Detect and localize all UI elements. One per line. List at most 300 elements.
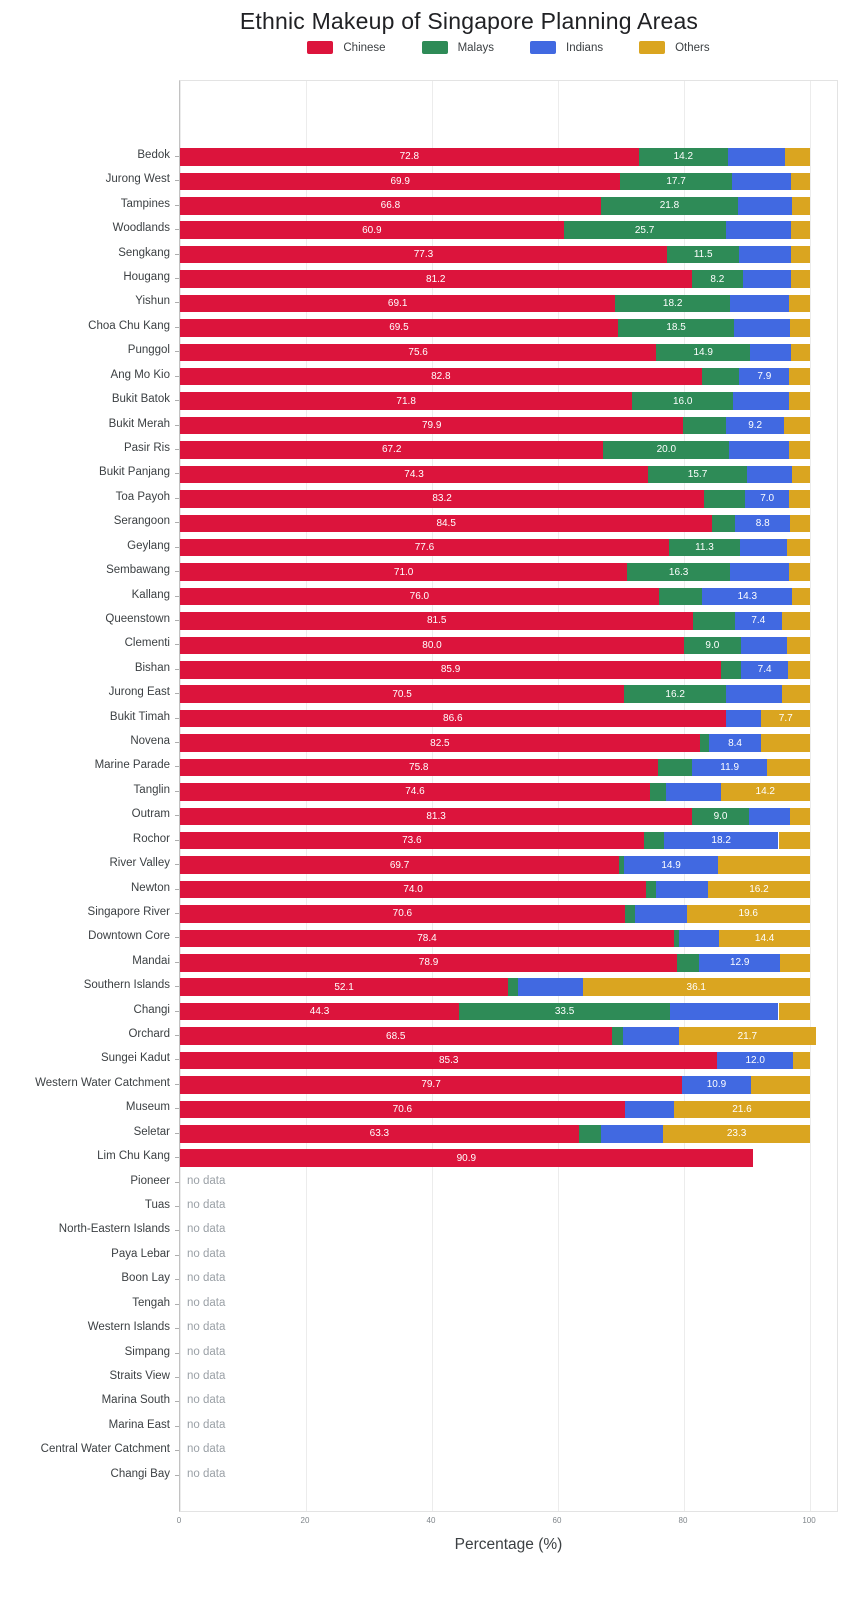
value-label: 8.2 xyxy=(710,273,725,285)
value-label: 76.0 xyxy=(409,591,430,602)
legend xyxy=(179,41,838,54)
bar-segment-others xyxy=(791,221,810,239)
value-label: 9.2 xyxy=(748,420,763,432)
y-tick-mark xyxy=(175,913,179,914)
bar-segment-others xyxy=(761,710,810,728)
bar-segment-indians xyxy=(726,417,784,435)
value-label: 66.8 xyxy=(380,200,401,212)
value-label: 73.6 xyxy=(402,835,422,847)
malays-swatch-icon xyxy=(422,41,448,54)
bar-segment-indians xyxy=(743,270,791,288)
y-tick-mark xyxy=(175,766,179,767)
y-tick-mark xyxy=(175,693,179,694)
y-axis-label: Bukit Timah xyxy=(109,710,170,723)
value-label: 69.9 xyxy=(390,175,410,187)
y-tick-mark xyxy=(175,986,179,987)
bar-segment-chinese xyxy=(180,856,619,874)
bar-segment-others xyxy=(779,1003,811,1021)
bar-segment-others xyxy=(789,490,810,508)
value-label: 86.6 xyxy=(443,713,463,725)
y-axis-label: Lim Chu Kang xyxy=(97,1150,170,1163)
value-label: 14.2 xyxy=(673,151,694,163)
y-tick-mark xyxy=(175,1426,179,1427)
bar-segment-chinese xyxy=(180,685,624,703)
bar-segment-chinese xyxy=(180,1101,625,1119)
bar-segment-others xyxy=(792,466,810,484)
y-axis-label: Bishan xyxy=(134,661,170,674)
y-tick-mark xyxy=(175,1475,179,1476)
value-label: 90.9 xyxy=(456,1152,477,1164)
value-label: 74.0 xyxy=(403,884,423,896)
bar-segment-others xyxy=(719,930,810,948)
y-axis-label: Seletar xyxy=(133,1125,170,1138)
value-label: 78.4 xyxy=(417,932,437,944)
y-tick-mark xyxy=(175,278,179,279)
y-tick-mark xyxy=(175,1279,179,1280)
no-data-label: no data xyxy=(187,1272,226,1285)
bar-segment-indians xyxy=(741,637,788,655)
y-tick-mark xyxy=(175,1328,179,1329)
bar-segment-indians xyxy=(726,710,762,728)
value-label: 80.0 xyxy=(422,639,442,651)
bar-segment-others xyxy=(789,295,810,313)
bar-segment-chinese xyxy=(180,759,658,777)
bar-segment-chinese xyxy=(180,319,618,337)
bar-segment-malays xyxy=(618,319,735,337)
value-label: 69.7 xyxy=(389,859,410,871)
y-axis-label: Hougang xyxy=(123,271,170,284)
legend-item-chinese xyxy=(307,41,385,54)
value-label: 71.8 xyxy=(396,395,416,407)
value-label: 60.9 xyxy=(362,224,382,236)
bar-segment-chinese xyxy=(180,905,625,923)
bar-segment-malays xyxy=(650,783,666,801)
bar-segment-malays xyxy=(625,905,635,923)
y-axis-label: Western Islands xyxy=(87,1321,170,1334)
bar-segment-chinese xyxy=(180,612,693,630)
bar-segment-chinese xyxy=(180,637,684,655)
y-tick-mark xyxy=(175,1377,179,1378)
bar-segment-indians xyxy=(738,197,792,215)
no-data-label: no data xyxy=(187,1223,226,1236)
no-data-label: no data xyxy=(187,1369,226,1382)
bar-segment-malays xyxy=(579,1125,601,1143)
bar-segment-malays xyxy=(693,612,735,630)
value-label: 85.9 xyxy=(440,664,461,676)
bar-segment-others xyxy=(790,515,810,533)
bar-segment-others xyxy=(793,1052,810,1070)
bar-segment-others xyxy=(791,246,810,264)
bar-segment-indians xyxy=(741,661,788,679)
bar-segment-others xyxy=(721,783,810,801)
value-label: 83.2 xyxy=(432,493,452,505)
bar-segment-indians xyxy=(717,1052,793,1070)
bar-segment-others xyxy=(679,1027,816,1045)
y-axis-label: Choa Chu Kang xyxy=(88,319,170,332)
legend-item-others xyxy=(639,41,710,54)
y-tick-mark xyxy=(175,1206,179,1207)
y-axis-label: Serangoon xyxy=(113,515,170,528)
legend-label-indians: Indians xyxy=(566,41,604,54)
y-axis-label: Central Water Catchment xyxy=(40,1443,170,1456)
y-axis-label: Toa Payoh xyxy=(115,490,170,503)
value-label: 69.5 xyxy=(389,322,409,334)
bar-segment-chinese xyxy=(180,197,601,215)
value-label: 21.7 xyxy=(737,1030,758,1042)
value-label: 70.6 xyxy=(392,1103,413,1115)
bar-segment-others xyxy=(708,881,810,899)
bar-segment-chinese xyxy=(180,539,669,557)
y-tick-mark xyxy=(175,1401,179,1402)
y-axis-label: Rochor xyxy=(132,832,170,845)
bar-segment-malays xyxy=(677,954,699,972)
y-axis-label: Sungei Kadut xyxy=(100,1052,170,1065)
bar-segment-indians xyxy=(702,588,792,606)
y-axis-label: Bukit Panjang xyxy=(99,466,170,479)
y-tick-mark xyxy=(175,718,179,719)
bar-segment-others xyxy=(791,344,810,362)
bar-segment-malays xyxy=(658,759,693,777)
bar-segment-chinese xyxy=(180,954,677,972)
value-label: 7.9 xyxy=(757,371,772,383)
y-axis-label: Yishun xyxy=(135,295,170,308)
bar-segment-others xyxy=(751,1076,810,1094)
bar-segment-others xyxy=(790,319,810,337)
bar-segment-indians xyxy=(726,685,781,703)
value-label: 20.0 xyxy=(656,444,677,456)
bar-segment-chinese xyxy=(180,246,667,264)
bar-segment-indians xyxy=(656,881,708,899)
value-label: 9.0 xyxy=(713,810,728,822)
bar-segment-chinese xyxy=(180,661,721,679)
bar-segment-indians xyxy=(692,759,767,777)
indians-swatch-icon xyxy=(530,41,556,54)
value-label: 75.8 xyxy=(409,761,429,773)
no-data-label: no data xyxy=(187,1394,226,1407)
y-tick-mark xyxy=(175,840,179,841)
bar-segment-chinese xyxy=(180,710,726,728)
y-tick-mark xyxy=(175,791,179,792)
bar-segment-chinese xyxy=(180,1149,753,1167)
value-label: 7.4 xyxy=(751,615,766,627)
legend-label-chinese: Chinese xyxy=(343,41,386,54)
bar-segment-indians xyxy=(735,515,790,533)
bar-segment-others xyxy=(674,1101,810,1119)
others-swatch-icon xyxy=(639,41,665,54)
y-axis-label: Museum xyxy=(125,1101,170,1114)
value-label: 12.0 xyxy=(745,1054,765,1066)
x-tick-label: 20 xyxy=(300,1516,310,1525)
legend-label-others: Others xyxy=(675,41,710,54)
y-tick-mark xyxy=(175,400,179,401)
value-label: 19.6 xyxy=(738,908,758,920)
bar-segment-malays xyxy=(459,1003,670,1021)
value-label: 10.9 xyxy=(706,1079,727,1091)
bar-segment-others xyxy=(718,856,810,874)
bar-segment-chinese xyxy=(180,417,683,435)
x-tick-label: 0 xyxy=(176,1516,182,1525)
value-label: 82.5 xyxy=(430,737,450,749)
bar-segment-chinese xyxy=(180,588,659,606)
bar-segment-indians xyxy=(740,539,787,557)
y-axis-label: Singapore River xyxy=(87,905,170,918)
bar-segment-others xyxy=(790,808,810,826)
y-axis-label: Marina South xyxy=(101,1394,170,1407)
value-label: 25.7 xyxy=(634,224,655,236)
y-tick-mark xyxy=(175,498,179,499)
y-axis-label: Newton xyxy=(131,881,170,894)
y-tick-mark xyxy=(175,229,179,230)
bar-segment-indians xyxy=(682,1076,751,1094)
bar-segment-chinese xyxy=(180,563,627,581)
y-tick-mark xyxy=(175,889,179,890)
value-label: 72.8 xyxy=(399,151,420,163)
no-data-label: no data xyxy=(187,1418,226,1431)
chinese-swatch-icon xyxy=(307,41,333,54)
y-tick-mark xyxy=(175,1011,179,1012)
y-tick-mark xyxy=(175,302,179,303)
value-label: 7.0 xyxy=(760,493,775,505)
plot-area xyxy=(179,80,838,1512)
bar-segment-malays xyxy=(692,808,749,826)
y-axis-label: Outram xyxy=(131,808,170,821)
y-tick-mark xyxy=(175,327,179,328)
bar-segment-indians xyxy=(739,368,789,386)
value-label: 16.2 xyxy=(749,884,769,896)
y-tick-mark xyxy=(175,205,179,206)
bar-segment-indians xyxy=(733,392,789,410)
value-label: 11.5 xyxy=(693,249,713,261)
y-tick-mark xyxy=(175,1353,179,1354)
bar-segment-indians xyxy=(734,319,790,337)
bar-segment-chinese xyxy=(180,466,648,484)
bar-segment-indians xyxy=(745,490,789,508)
value-label: 17.7 xyxy=(666,175,686,187)
value-label: 21.8 xyxy=(659,200,680,212)
value-label: 18.5 xyxy=(666,322,686,334)
legend-item-indians xyxy=(530,41,603,54)
y-axis-label: Paya Lebar xyxy=(111,1247,170,1260)
value-label: 14.9 xyxy=(693,346,713,358)
y-axis-label: Orchard xyxy=(128,1028,170,1041)
bar-segment-indians xyxy=(726,221,792,239)
y-tick-mark xyxy=(175,522,179,523)
value-label: 69.1 xyxy=(387,297,408,309)
bar-segment-malays xyxy=(700,734,709,752)
no-data-label: no data xyxy=(187,1247,226,1260)
bar-segment-indians xyxy=(739,246,791,264)
bar-segment-chinese xyxy=(180,1052,717,1070)
value-label: 9.0 xyxy=(705,639,720,651)
y-axis-label: Tanglin xyxy=(133,783,170,796)
value-label: 14.2 xyxy=(755,786,775,798)
value-label: 14.4 xyxy=(754,932,775,944)
y-axis-label: Jurong West xyxy=(105,173,170,186)
y-tick-mark xyxy=(175,1304,179,1305)
bar-segment-chinese xyxy=(180,1076,682,1094)
y-tick-mark xyxy=(175,1157,179,1158)
y-tick-mark xyxy=(175,1182,179,1183)
value-label: 8.4 xyxy=(728,737,742,749)
value-label: 74.3 xyxy=(404,468,424,480)
bar-segment-malays xyxy=(632,392,733,410)
y-axis-label: Bukit Merah xyxy=(108,417,170,430)
y-axis-label: Bedok xyxy=(137,148,170,161)
y-axis-label: Marine Parade xyxy=(94,759,170,772)
value-label: 84.5 xyxy=(436,517,456,529)
bar-segment-others xyxy=(663,1125,810,1143)
value-label: 14.9 xyxy=(661,859,681,871)
bar-segment-others xyxy=(761,734,810,752)
y-axis-label: Clementi xyxy=(124,637,170,650)
value-label: 18.2 xyxy=(711,835,731,847)
y-tick-mark xyxy=(175,1108,179,1109)
y-axis-label: Pioneer xyxy=(130,1174,170,1187)
value-label: 78.9 xyxy=(418,957,439,969)
bar-segment-indians xyxy=(729,441,788,459)
y-axis-label: Marina East xyxy=(108,1418,170,1431)
y-tick-mark xyxy=(175,962,179,963)
value-label: 71.0 xyxy=(393,566,414,578)
x-axis-title: Percentage (%) xyxy=(454,1536,563,1553)
y-axis-label: Geylang xyxy=(127,539,170,552)
y-axis-label: Kallang xyxy=(131,588,170,601)
bar-segment-indians xyxy=(623,1027,679,1045)
bar-segment-others xyxy=(789,368,810,386)
value-label: 23.3 xyxy=(726,1128,747,1140)
value-label: 75.6 xyxy=(408,346,428,358)
bar-segment-malays xyxy=(656,344,750,362)
no-data-label: no data xyxy=(187,1443,226,1456)
y-axis-label: Sembawang xyxy=(106,564,170,577)
bar-segment-chinese xyxy=(180,978,508,996)
bar-segment-chinese xyxy=(180,1125,579,1143)
bar-segment-malays xyxy=(667,246,739,264)
y-axis-label: Western Water Catchment xyxy=(35,1076,170,1089)
bar-segment-indians xyxy=(699,954,780,972)
bar-segment-chinese xyxy=(180,490,704,508)
bar-segment-malays xyxy=(620,173,732,191)
bar-segment-others xyxy=(785,148,810,166)
bar-segment-chinese xyxy=(180,881,646,899)
bar-segment-malays xyxy=(639,148,728,166)
legend-item-malays xyxy=(422,41,494,54)
bar-segment-others xyxy=(792,588,810,606)
value-label: 85.3 xyxy=(438,1054,459,1066)
bar-segment-malays xyxy=(624,685,726,703)
bar-segment-malays xyxy=(646,881,655,899)
y-tick-mark xyxy=(175,1059,179,1060)
y-axis-label: River Valley xyxy=(109,857,170,870)
bar-segment-others xyxy=(782,685,810,703)
bar-segment-others xyxy=(787,539,810,557)
bar-segment-malays xyxy=(702,368,740,386)
value-label: 52.1 xyxy=(334,981,354,993)
bar-segment-indians xyxy=(625,1101,674,1119)
y-axis-label: Sengkang xyxy=(118,246,170,259)
chart-title: Ethnic Makeup of Singapore Planning Areas xyxy=(239,8,699,34)
x-tick-label: 80 xyxy=(678,1516,688,1525)
value-label: 33.5 xyxy=(554,1006,575,1018)
no-data-label: no data xyxy=(187,1296,226,1309)
x-tick-label: 60 xyxy=(552,1516,562,1525)
bar-segment-malays xyxy=(615,295,730,313)
bar-segment-others xyxy=(791,173,810,191)
bar-segment-others xyxy=(780,954,810,972)
y-axis-label: Jurong East xyxy=(108,686,170,699)
bar-segment-chinese xyxy=(180,783,650,801)
y-axis-label: Tampines xyxy=(120,197,170,210)
bar-segment-malays xyxy=(627,563,730,581)
bar-segment-indians xyxy=(747,466,792,484)
y-tick-mark xyxy=(175,815,179,816)
y-axis-label: Tuas xyxy=(144,1199,170,1211)
bar-segment-chinese xyxy=(180,344,656,362)
bar-segment-malays xyxy=(564,221,726,239)
y-axis-label: Tengah xyxy=(132,1296,170,1309)
bar-segment-malays xyxy=(659,588,702,606)
bar-segment-malays xyxy=(601,197,738,215)
bar-segment-indians xyxy=(666,783,721,801)
y-tick-mark xyxy=(175,1450,179,1451)
value-label: 67.2 xyxy=(381,444,402,456)
y-tick-mark xyxy=(175,742,179,743)
bar-segment-malays xyxy=(644,832,664,850)
value-label: 44.3 xyxy=(309,1006,330,1018)
bar-segment-indians xyxy=(518,978,583,996)
y-tick-mark xyxy=(175,425,179,426)
bar-segment-indians xyxy=(728,148,785,166)
value-label: 7.4 xyxy=(757,664,772,676)
bar-segment-chinese xyxy=(180,734,700,752)
y-tick-mark xyxy=(175,937,179,938)
value-label: 14.3 xyxy=(737,591,758,602)
y-axis-label: Changi xyxy=(133,1003,170,1016)
bar-segment-indians xyxy=(735,612,782,630)
bar-segment-chinese xyxy=(180,515,712,533)
value-label: 81.5 xyxy=(426,615,447,627)
value-label: 79.7 xyxy=(421,1079,441,1091)
bar-segment-malays xyxy=(721,661,741,679)
value-label: 82.8 xyxy=(431,371,451,383)
y-tick-mark xyxy=(175,254,179,255)
value-label: 63.3 xyxy=(369,1128,390,1140)
bar-segment-indians xyxy=(624,856,718,874)
y-tick-mark xyxy=(175,669,179,670)
bar-segment-malays xyxy=(648,466,747,484)
bar-segment-chinese xyxy=(180,392,632,410)
y-axis-label: Punggol xyxy=(127,344,170,357)
y-tick-mark xyxy=(175,1084,179,1085)
bar-segment-chinese xyxy=(180,1027,612,1045)
bar-segment-chinese xyxy=(180,270,692,288)
bar-segment-malays xyxy=(692,270,744,288)
x-tick-label: 100 xyxy=(802,1516,816,1525)
no-data-label: no data xyxy=(187,1174,226,1187)
value-label: 16.0 xyxy=(672,395,693,407)
bar-segment-others xyxy=(767,759,810,777)
value-label: 11.3 xyxy=(695,542,714,554)
bar-segment-others xyxy=(779,832,811,850)
y-axis-label: Southern Islands xyxy=(83,979,170,992)
y-tick-mark xyxy=(175,571,179,572)
bar-segment-others xyxy=(791,270,810,288)
value-label: 16.3 xyxy=(668,566,689,578)
y-axis-label: Boon Lay xyxy=(121,1272,170,1285)
bar-segment-indians xyxy=(709,734,762,752)
bar-segment-chinese xyxy=(180,1003,459,1021)
bar-segment-others xyxy=(789,563,810,581)
